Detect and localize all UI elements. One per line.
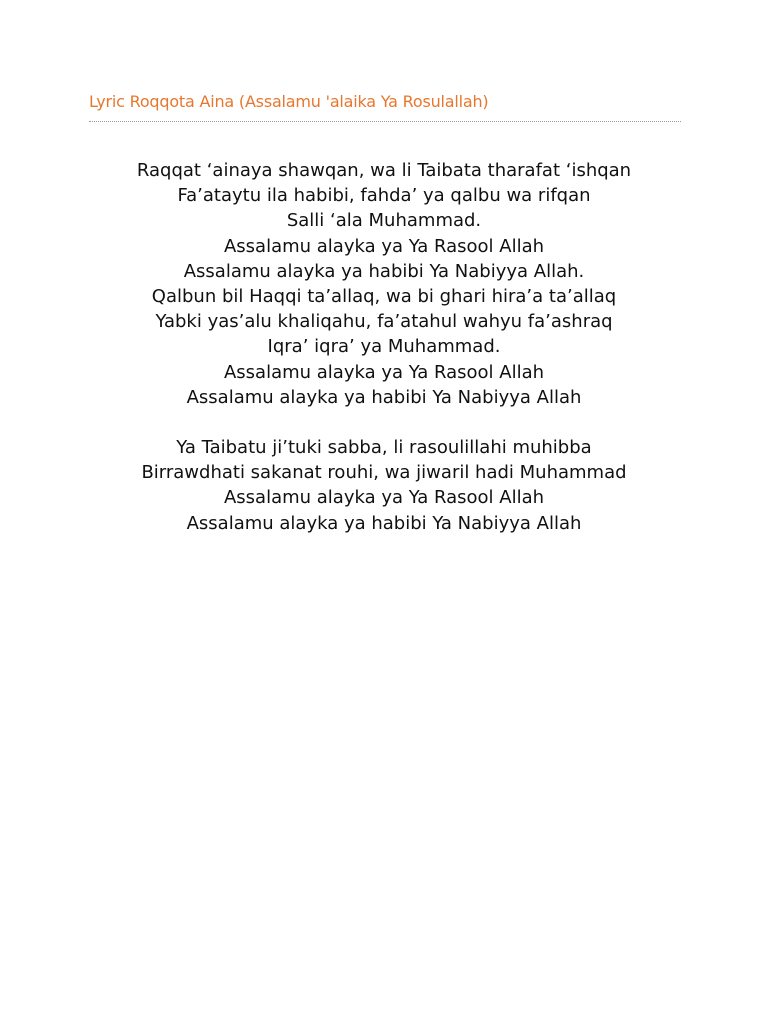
lyrics-body — [60, 158, 708, 536]
lyric-title: Lyric Roqqota Aina (Assalamu 'alaika Ya Rosulallah) — [89, 92, 489, 111]
stanza-1 — [60, 158, 708, 410]
lyric-line: Raqqat ‘ainaya shawqan, wa li Taibata tharafat ‘ishqan — [136, 160, 632, 181]
lyric-line: Ya Taibatu ji’tuki sabba, li rasoulillahi muhibba — [176, 437, 592, 459]
lyric-line: Iqra’ iqra’ ya Muhammad. — [267, 336, 501, 358]
dotted-divider — [89, 121, 681, 122]
lyric-line: Assalamu alayka ya Ya Rasool Allah — [223, 235, 545, 257]
lyric-line: Salli ‘ala Muhammad. — [286, 210, 482, 232]
lyric-line: Assalamu alayka ya habibi Ya Nabiyya Allah. — [183, 260, 585, 282]
lyric-line: Birrawdhati sakanat rouhi, wa jiwaril hadi Muhammad — [141, 462, 627, 484]
lyric-line: Assalamu alayka ya habibi Ya Nabiyya Allah — [186, 512, 582, 534]
lyric-line: Yabki yas’alu khaliqahu, fa’atahul wahyu fa’ashraq — [155, 311, 613, 333]
stanza-2 — [60, 435, 708, 536]
lyric-line: Assalamu alayka ya Ya Rasool Allah — [223, 487, 545, 509]
lyric-line: Fa’ataytu ila habibi, fahda’ ya qalbu wa rifqan — [177, 185, 591, 207]
lyric-line: Assalamu alayka ya habibi Ya Nabiyya Allah — [186, 386, 582, 408]
lyric-line: Assalamu alayka ya Ya Rasool Allah — [223, 361, 545, 383]
lyric-line: Qalbun bil Haqqi ta’allaq, wa bi ghari hira’a ta’allaq — [151, 286, 617, 308]
